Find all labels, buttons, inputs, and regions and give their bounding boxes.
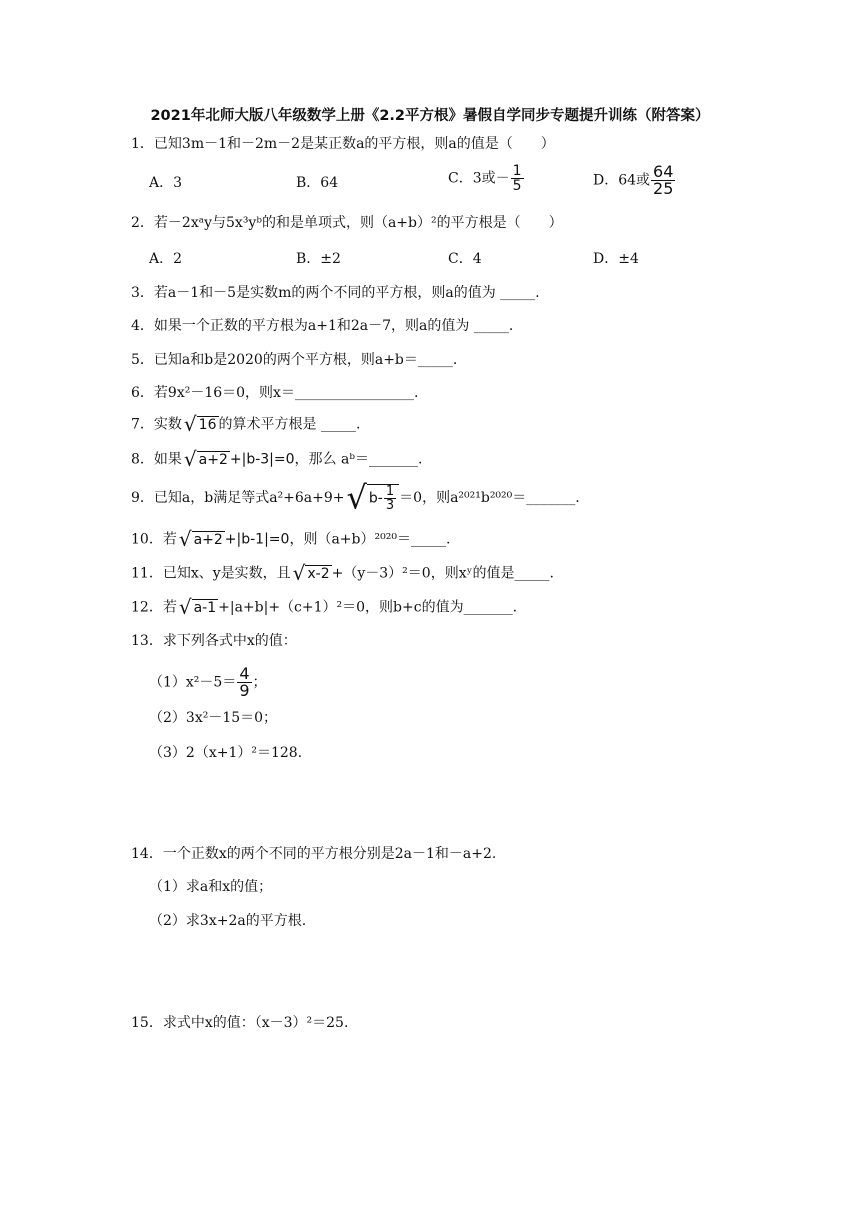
q12-text-post: +|a+b|+（c+1）²＝0，则b+c的值为_______. [218, 599, 518, 616]
fraction-denominator: 5 [512, 178, 522, 194]
q11-text-pre: 11．已知x、y是实数，且 [131, 565, 291, 582]
q2-option-c[interactable]: C．4 [448, 251, 482, 267]
sqrt-sign: √ [178, 595, 192, 619]
q2-option-a[interactable]: A．2 [149, 251, 183, 267]
sqrt-sign: √ [183, 412, 197, 436]
q1-option-b[interactable]: B．64 [296, 175, 339, 191]
q1-option-d-label: D．64或 [593, 172, 651, 189]
question-10 [131, 529, 450, 550]
q8-radicand: a+2 [198, 452, 228, 468]
q9-radicand [367, 484, 399, 512]
question-9 [131, 478, 580, 517]
q10-radicand: a+2 [193, 532, 223, 548]
q11-radicand: x-2 [307, 566, 330, 582]
fraction-numerator: 1 [385, 484, 395, 499]
question-14-stem: 14．一个正数x的两个不同的平方根分别是2a－1和－a+2. [131, 846, 497, 862]
question-2-stem: 2．若－2xᵃy与5x³yᵇ的和是单项式，则（a+b）²的平方根是（ ） [131, 215, 563, 231]
fraction-numerator: 4 [239, 664, 250, 683]
q1-option-c-label: C．3或－ [448, 170, 510, 187]
q1-option-a[interactable]: A．3 [149, 175, 183, 191]
document-title: 2021年北师大版八年级数学上册《2.2平方根》暑假自学同步专题提升训练（附答案） [150, 108, 710, 124]
question-6: 6．若9x²－16＝0，则x＝_________________. [131, 385, 419, 401]
q1-option-d-fraction [651, 164, 675, 197]
question-13-stem: 13．求下列各式中x的值： [131, 633, 297, 649]
q7-radical [184, 414, 219, 435]
q8-text-mid: +|b-3|=0 [229, 451, 295, 468]
q10-text-pre: 10．若 [131, 531, 177, 548]
sqrt-sign: √ [183, 447, 197, 471]
q11-radical [293, 563, 332, 584]
question-13-part-1 [149, 666, 267, 699]
fraction-denominator: 9 [239, 681, 250, 700]
question-13-part-2: （2）3x²－15＝0； [149, 710, 278, 726]
question-4: 4．如果一个正数的平方根为a+1和2a－7，则a的值为 _____. [131, 318, 514, 334]
sqrt-sign: √ [178, 527, 192, 551]
question-12 [131, 597, 517, 618]
q8-radical [184, 449, 230, 470]
question-5: 5．已知a和b是2020的两个平方根，则a+b＝_____. [131, 352, 458, 368]
q7-radicand: 16 [198, 417, 217, 433]
q7-text-post: 的算术平方根是 _____. [218, 416, 361, 433]
q12-radicand: a-1 [193, 600, 217, 616]
fraction-numerator: 64 [653, 162, 674, 181]
question-3: 3．若a－1和－5是实数m的两个不同的平方根，则a的值为 _____. [131, 285, 540, 301]
question-14-part-1: （1）求a和x的值； [149, 879, 273, 895]
q1-option-c-fraction [511, 164, 524, 193]
q9-radicand-text: b- [368, 490, 383, 507]
q9-text-pre: 9．已知a，b满足等式a²+6a+9+ [131, 490, 345, 506]
q10-radical [179, 529, 225, 550]
q10-text-post: ，则（a+b）²⁰²⁰＝_____. [289, 531, 451, 548]
question-1-stem: 1．已知3m－1和－2m－2是某正数a的平方根，则a的值是（ ） [131, 136, 555, 152]
fraction-denominator: 25 [653, 179, 674, 198]
q13-part-1-post: ； [252, 674, 267, 691]
question-15: 15．求式中x的值：（x－3）²＝25. [131, 1015, 349, 1031]
q8-text-pre: 8．如果 [131, 451, 182, 468]
question-8 [131, 449, 422, 470]
sqrt-sign: √ [346, 478, 367, 517]
fraction-numerator: 1 [512, 163, 522, 179]
sqrt-sign: √ [292, 561, 306, 585]
q13-part-1-pre: （1）x²－5＝ [149, 674, 237, 691]
q8-text-post: ，那么 aᵇ＝_______. [294, 451, 423, 468]
q1-option-d[interactable] [593, 164, 676, 197]
q9-radical [346, 478, 400, 517]
q2-option-b[interactable]: B．±2 [296, 251, 341, 267]
question-11 [131, 563, 554, 584]
q1-option-c[interactable] [448, 164, 525, 193]
q9-text-post: ＝0，则a²⁰²¹b²⁰²⁰＝_______. [399, 490, 580, 506]
q10-text-mid: +|b-1|=0 [224, 531, 290, 548]
q9-radicand-fraction [384, 485, 396, 512]
q2-option-d[interactable]: D．±4 [593, 251, 639, 267]
q7-text-pre: 7．实数 [131, 416, 182, 433]
fraction-denominator: 3 [385, 498, 395, 513]
question-13-part-3: （3）2（x+1）²＝128. [149, 745, 303, 761]
q11-text-post: +（y－3）²＝0，则xʸ的值是_____. [331, 565, 554, 582]
question-14-part-2: （2）求3x+2a的平方根. [149, 913, 307, 929]
q12-radical [179, 597, 218, 618]
q13-part-1-fraction [237, 666, 251, 699]
question-7 [131, 414, 360, 435]
q12-text-pre: 12．若 [131, 599, 177, 616]
